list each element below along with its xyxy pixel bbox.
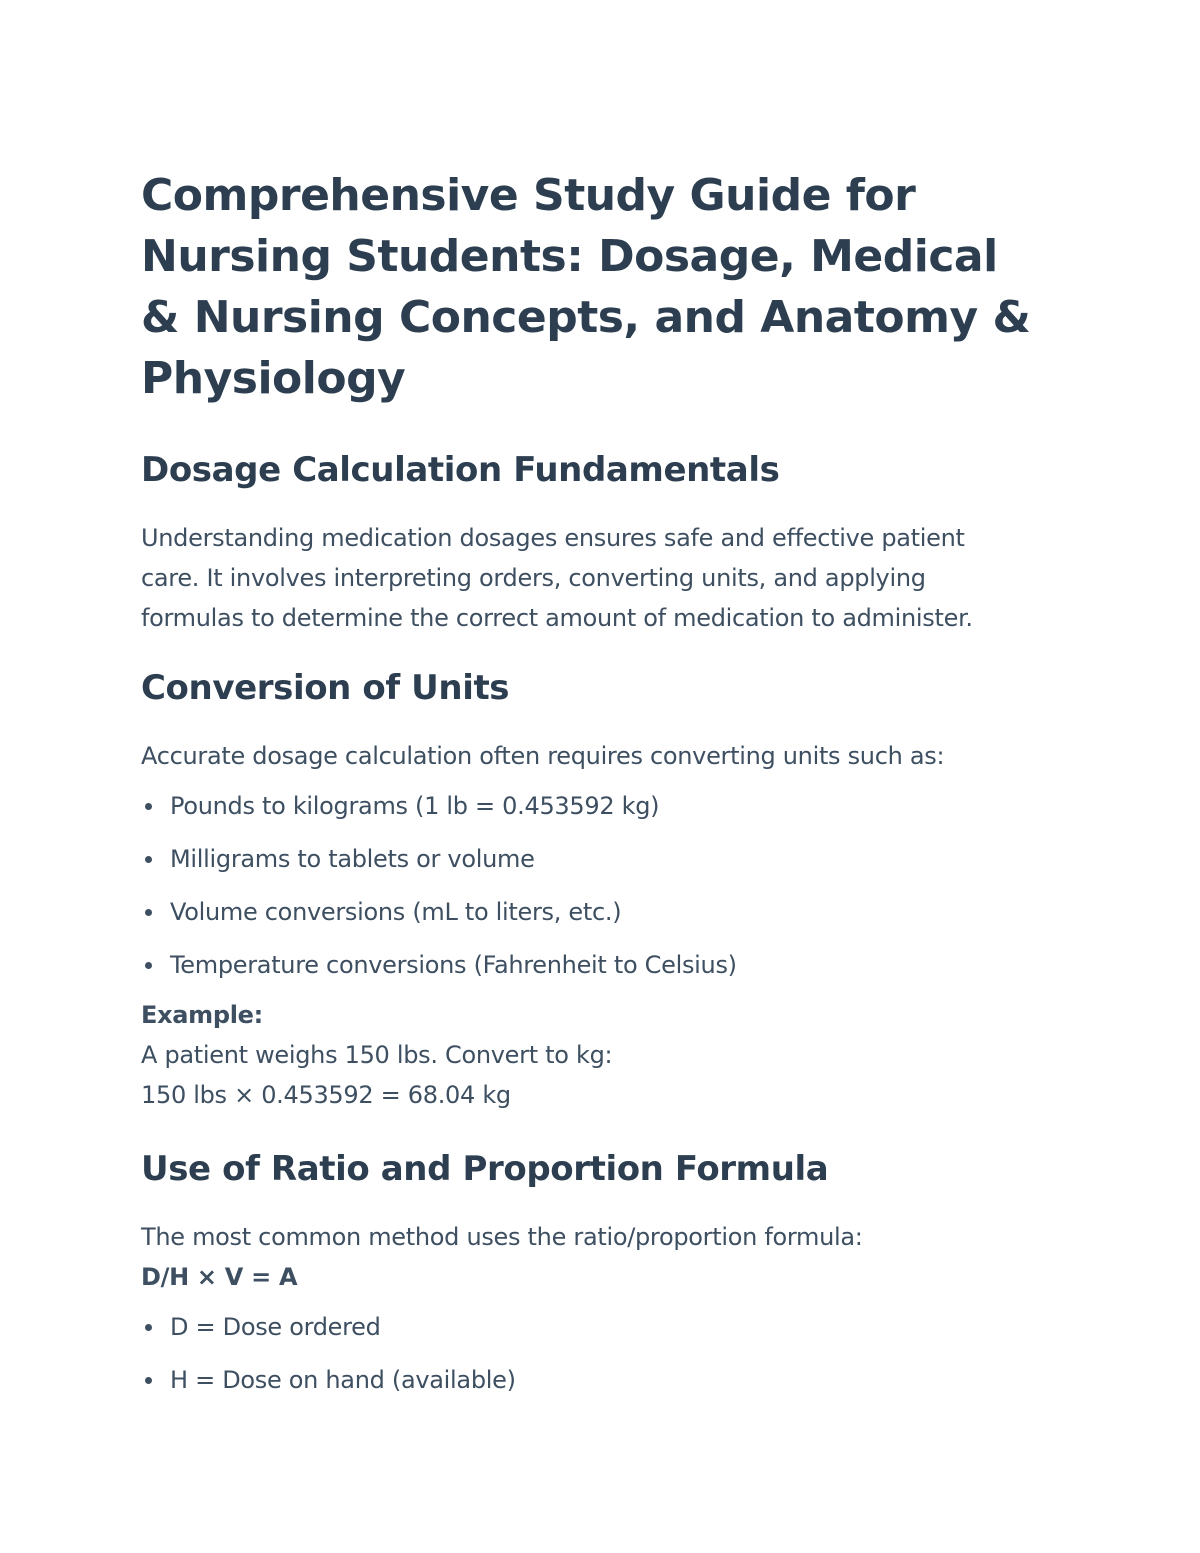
list-item <box>141 839 1041 879</box>
list-item <box>141 945 1041 985</box>
dosage-paragraph <box>141 518 1041 638</box>
bullet-icon <box>145 856 152 863</box>
paragraph-line: care. It involves interpreting orders, converting units, and applying <box>141 564 926 592</box>
section-heading-dosage: Dosage Calculation Fundamentals <box>141 450 780 490</box>
list-item-text: Volume conversions (mL to liters, etc.) <box>170 898 622 926</box>
conversion-list <box>141 786 1041 985</box>
bullet-icon <box>145 909 152 916</box>
document-page <box>141 165 1041 1413</box>
bullet-icon <box>145 1324 152 1331</box>
section-heading-conversion: Conversion of Units <box>141 668 510 708</box>
list-item-text: Pounds to kilograms (1 lb = 0.453592 kg) <box>170 792 660 820</box>
list-item <box>141 892 1041 932</box>
ratio-formula: D/H × V = A <box>141 1263 298 1291</box>
example-line: 150 lbs × 0.453592 = 68.04 kg <box>141 1081 511 1109</box>
list-item-text: Milligrams to tablets or volume <box>170 845 535 873</box>
list-item <box>141 1307 1041 1347</box>
example-label: Example: <box>141 1001 263 1029</box>
ratio-intro-block <box>141 1217 1041 1297</box>
conversion-intro: Accurate dosage calculation often requires converting units such as: <box>141 742 945 770</box>
list-item-text: Temperature conversions (Fahrenheit to Celsius) <box>170 951 737 979</box>
ratio-list <box>141 1307 1041 1400</box>
list-item <box>141 786 1041 826</box>
document-title: Comprehensive Study Guide for Nursing Students: Dosage, Medical & Nursing Concepts, and Anatomy & Physiology <box>141 170 1031 404</box>
list-item-text: H = Dose on hand (available) <box>170 1366 516 1394</box>
list-item-text: D = Dose ordered <box>170 1313 381 1341</box>
bullet-icon <box>145 1377 152 1384</box>
paragraph-line: formulas to determine the correct amount of medication to administer. <box>141 604 973 632</box>
example-line: A patient weighs 150 lbs. Convert to kg: <box>141 1041 613 1069</box>
list-item <box>141 1360 1041 1400</box>
section-heading-ratio: Use of Ratio and Proportion Formula <box>141 1149 829 1189</box>
bullet-icon <box>145 962 152 969</box>
ratio-intro: The most common method uses the ratio/proportion formula: <box>141 1223 863 1251</box>
paragraph-line: Understanding medication dosages ensures safe and effective patient <box>141 524 965 552</box>
bullet-icon <box>145 803 152 810</box>
example-block <box>141 995 1041 1115</box>
